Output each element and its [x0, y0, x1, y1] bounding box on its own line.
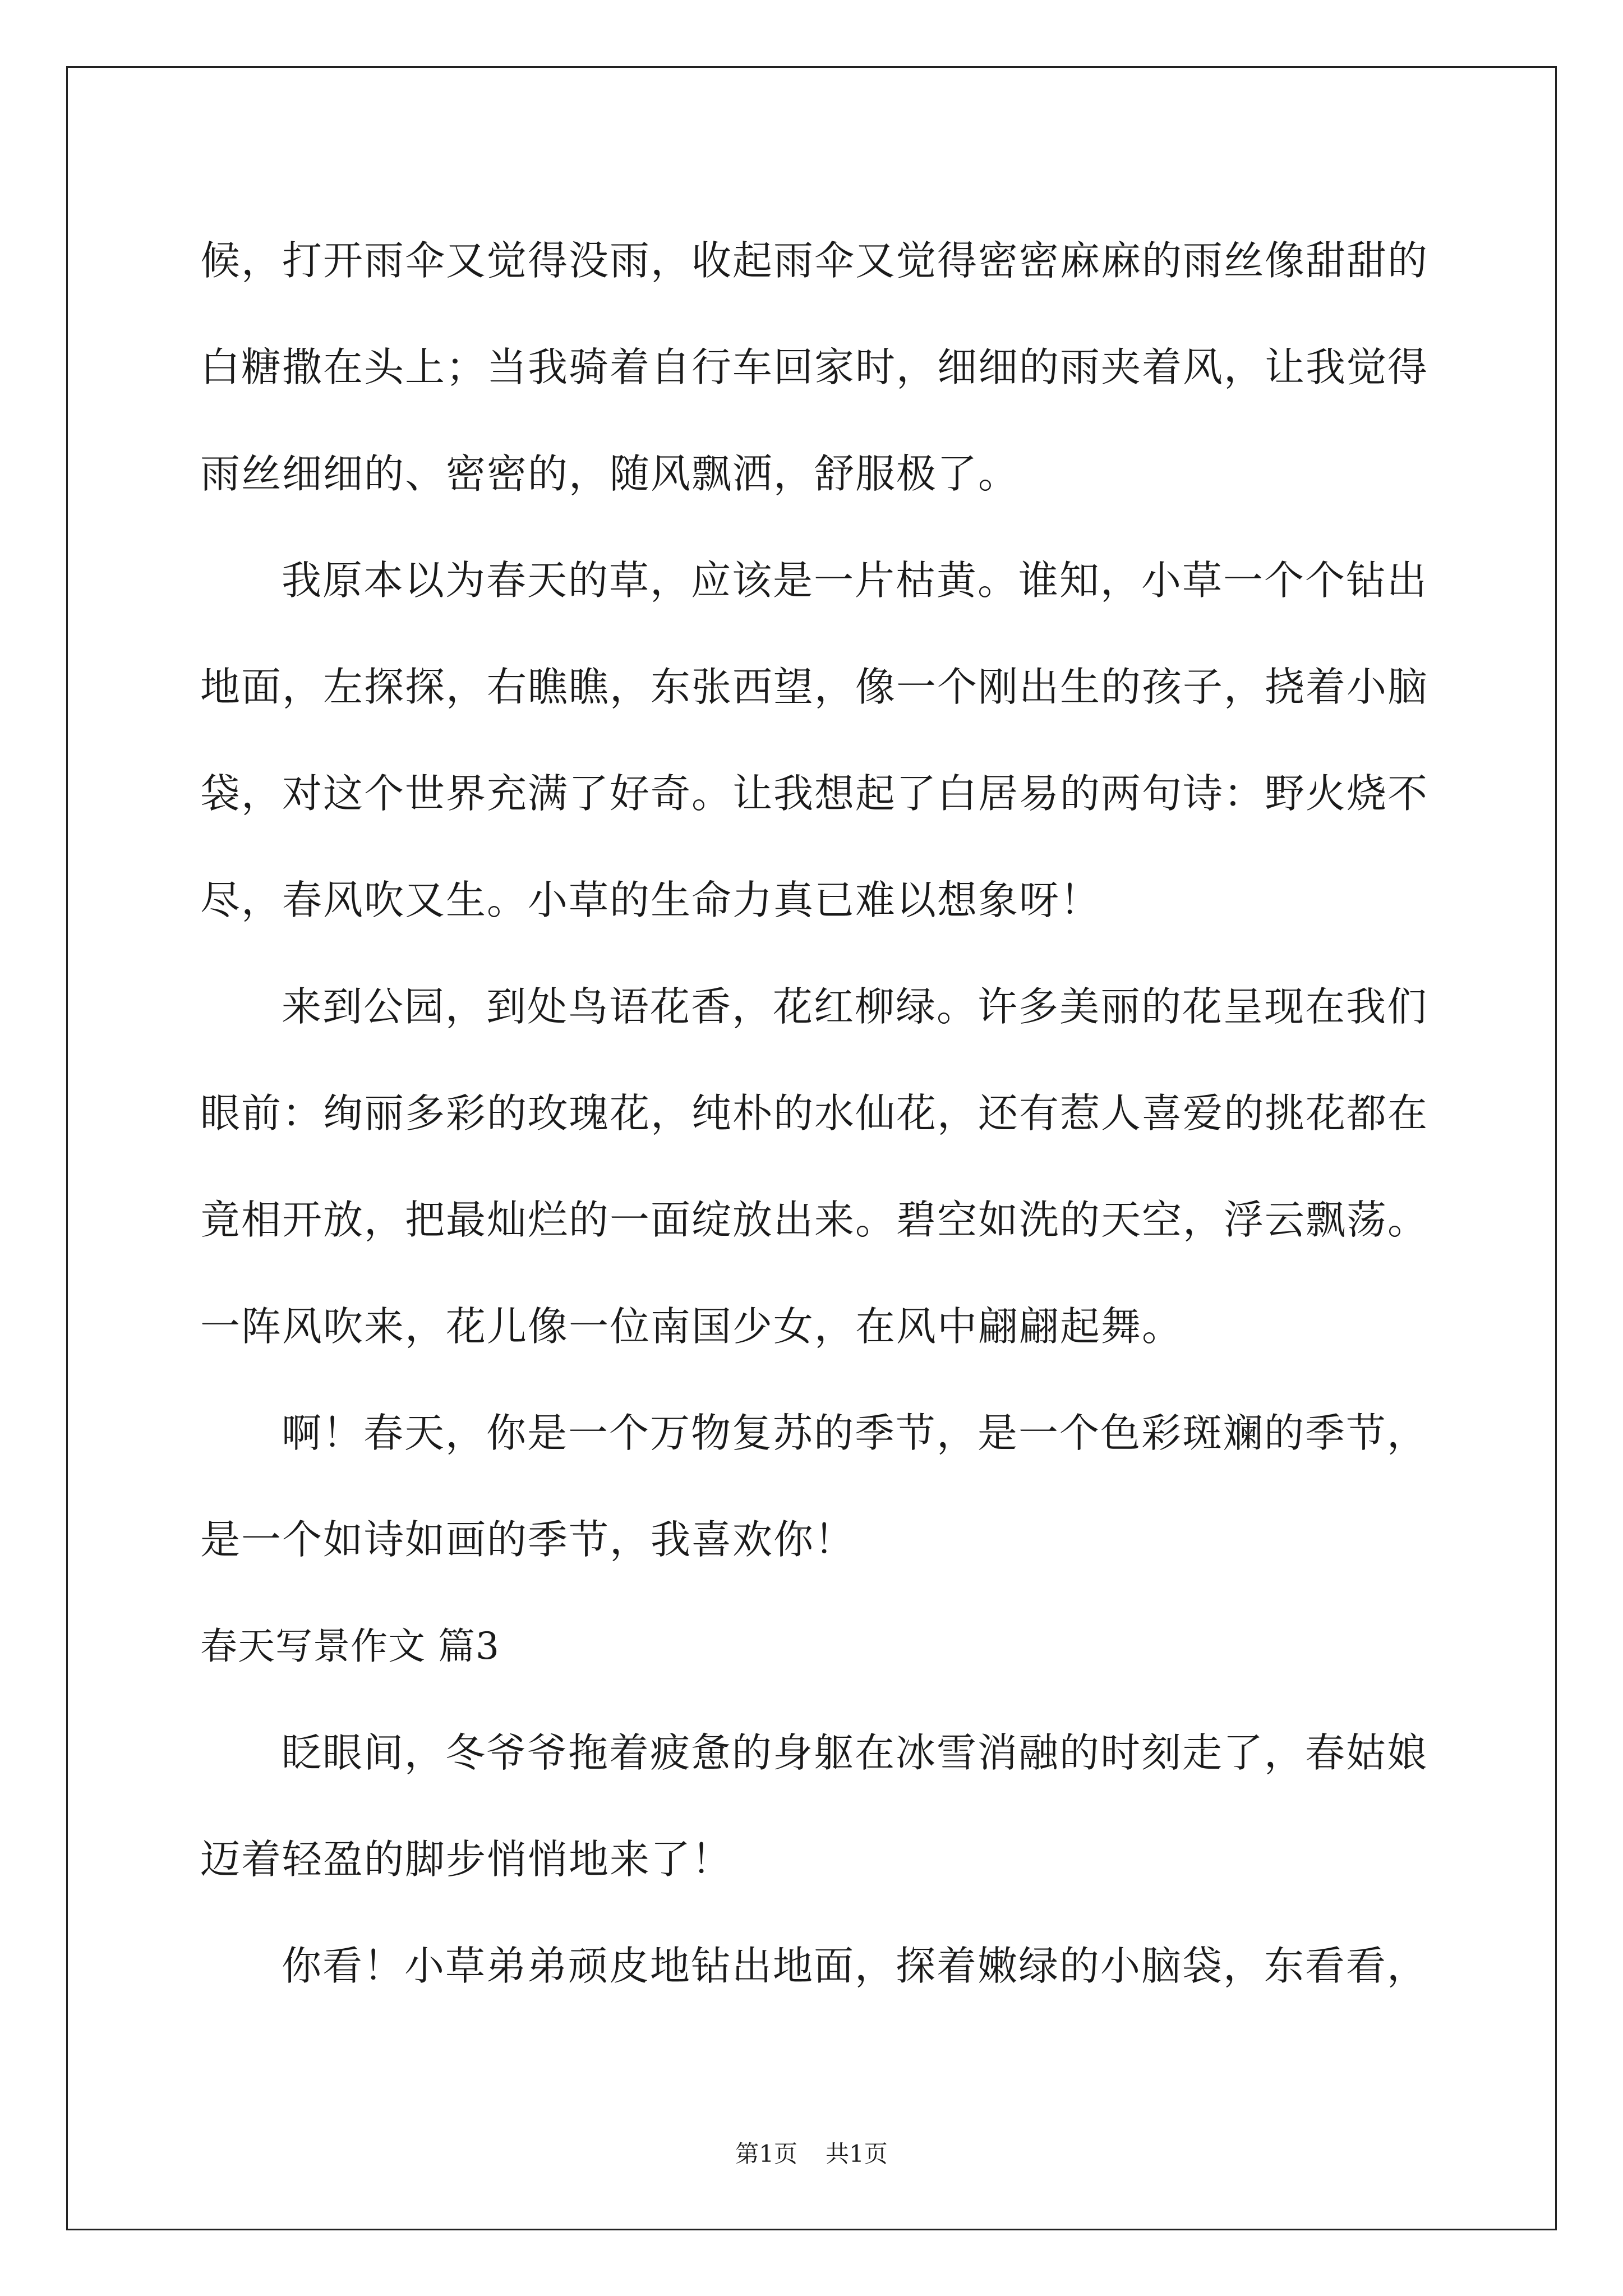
document-body [200, 208, 1434, 2019]
text-line-2: 白糖撒在头上；当我骑着自行车回家时，细细的雨夹着风，让我觉得 [200, 344, 1429, 390]
text-line-9: 眼前：绚丽多彩的玫瑰花，纯朴的水仙花，还有惹人喜爱的挑花都在 [200, 1090, 1429, 1137]
text-line-11: 一阵风吹来，花儿像一位南国少女，在风中翩翩起舞。 [200, 1303, 1183, 1350]
text-line-15: 眨眼间，冬爷爷拖着疲惫的身躯在冰雪消融的时刻走了，春姑娘 [282, 1729, 1428, 1776]
text-line-5: 地面，左探探，右瞧瞧，东张西望，像一个刚出生的孩子，挠着小脑 [200, 664, 1429, 710]
page-footer [0, 2137, 1623, 2171]
text-line-10: 竟相开放，把最灿烂的一面绽放出来。碧空如洗的天空，浮云飘荡。 [200, 1197, 1429, 1243]
text-line-17: 你看！小草弟弟顽皮地钻出地面，探着嫩绿的小脑袋，东看看， [282, 1943, 1428, 1989]
text-line-13: 是一个如诗如画的季节，我喜欢你！ [200, 1516, 856, 1563]
text-line-12: 啊！春天，你是一个万物复苏的季节，是一个色彩斑斓的季节， [282, 1410, 1428, 1456]
text-line-7: 尽，春风吹又生。小草的生命力真已难以想象呀！ [200, 877, 1101, 923]
text-line-16: 迈着轻盈的脚步悄悄地来了！ [200, 1836, 733, 1883]
text-line-8: 来到公园，到处鸟语花香，花红柳绿。许多美丽的花呈现在我们 [282, 983, 1428, 1030]
text-line-1: 候，打开雨伞又觉得没雨，收起雨伞又觉得密密麻麻的雨丝像甜甜的 [200, 237, 1429, 284]
text-line-3: 雨丝细细的、密密的，随风飘洒，舒服极了。 [200, 450, 1020, 497]
section-heading: 春天写景作文 篇3 [200, 1625, 500, 1668]
text-line-4: 我原本以为春天的草，应该是一片枯黄。谁知，小草一个个钻出 [282, 557, 1428, 604]
page-number: 第1页 [735, 2140, 797, 2168]
page-total: 共1页 [826, 2140, 888, 2168]
text-line-6: 袋，对这个世界充满了好奇。让我想起了白居易的两句诗：野火烧不 [200, 770, 1429, 817]
